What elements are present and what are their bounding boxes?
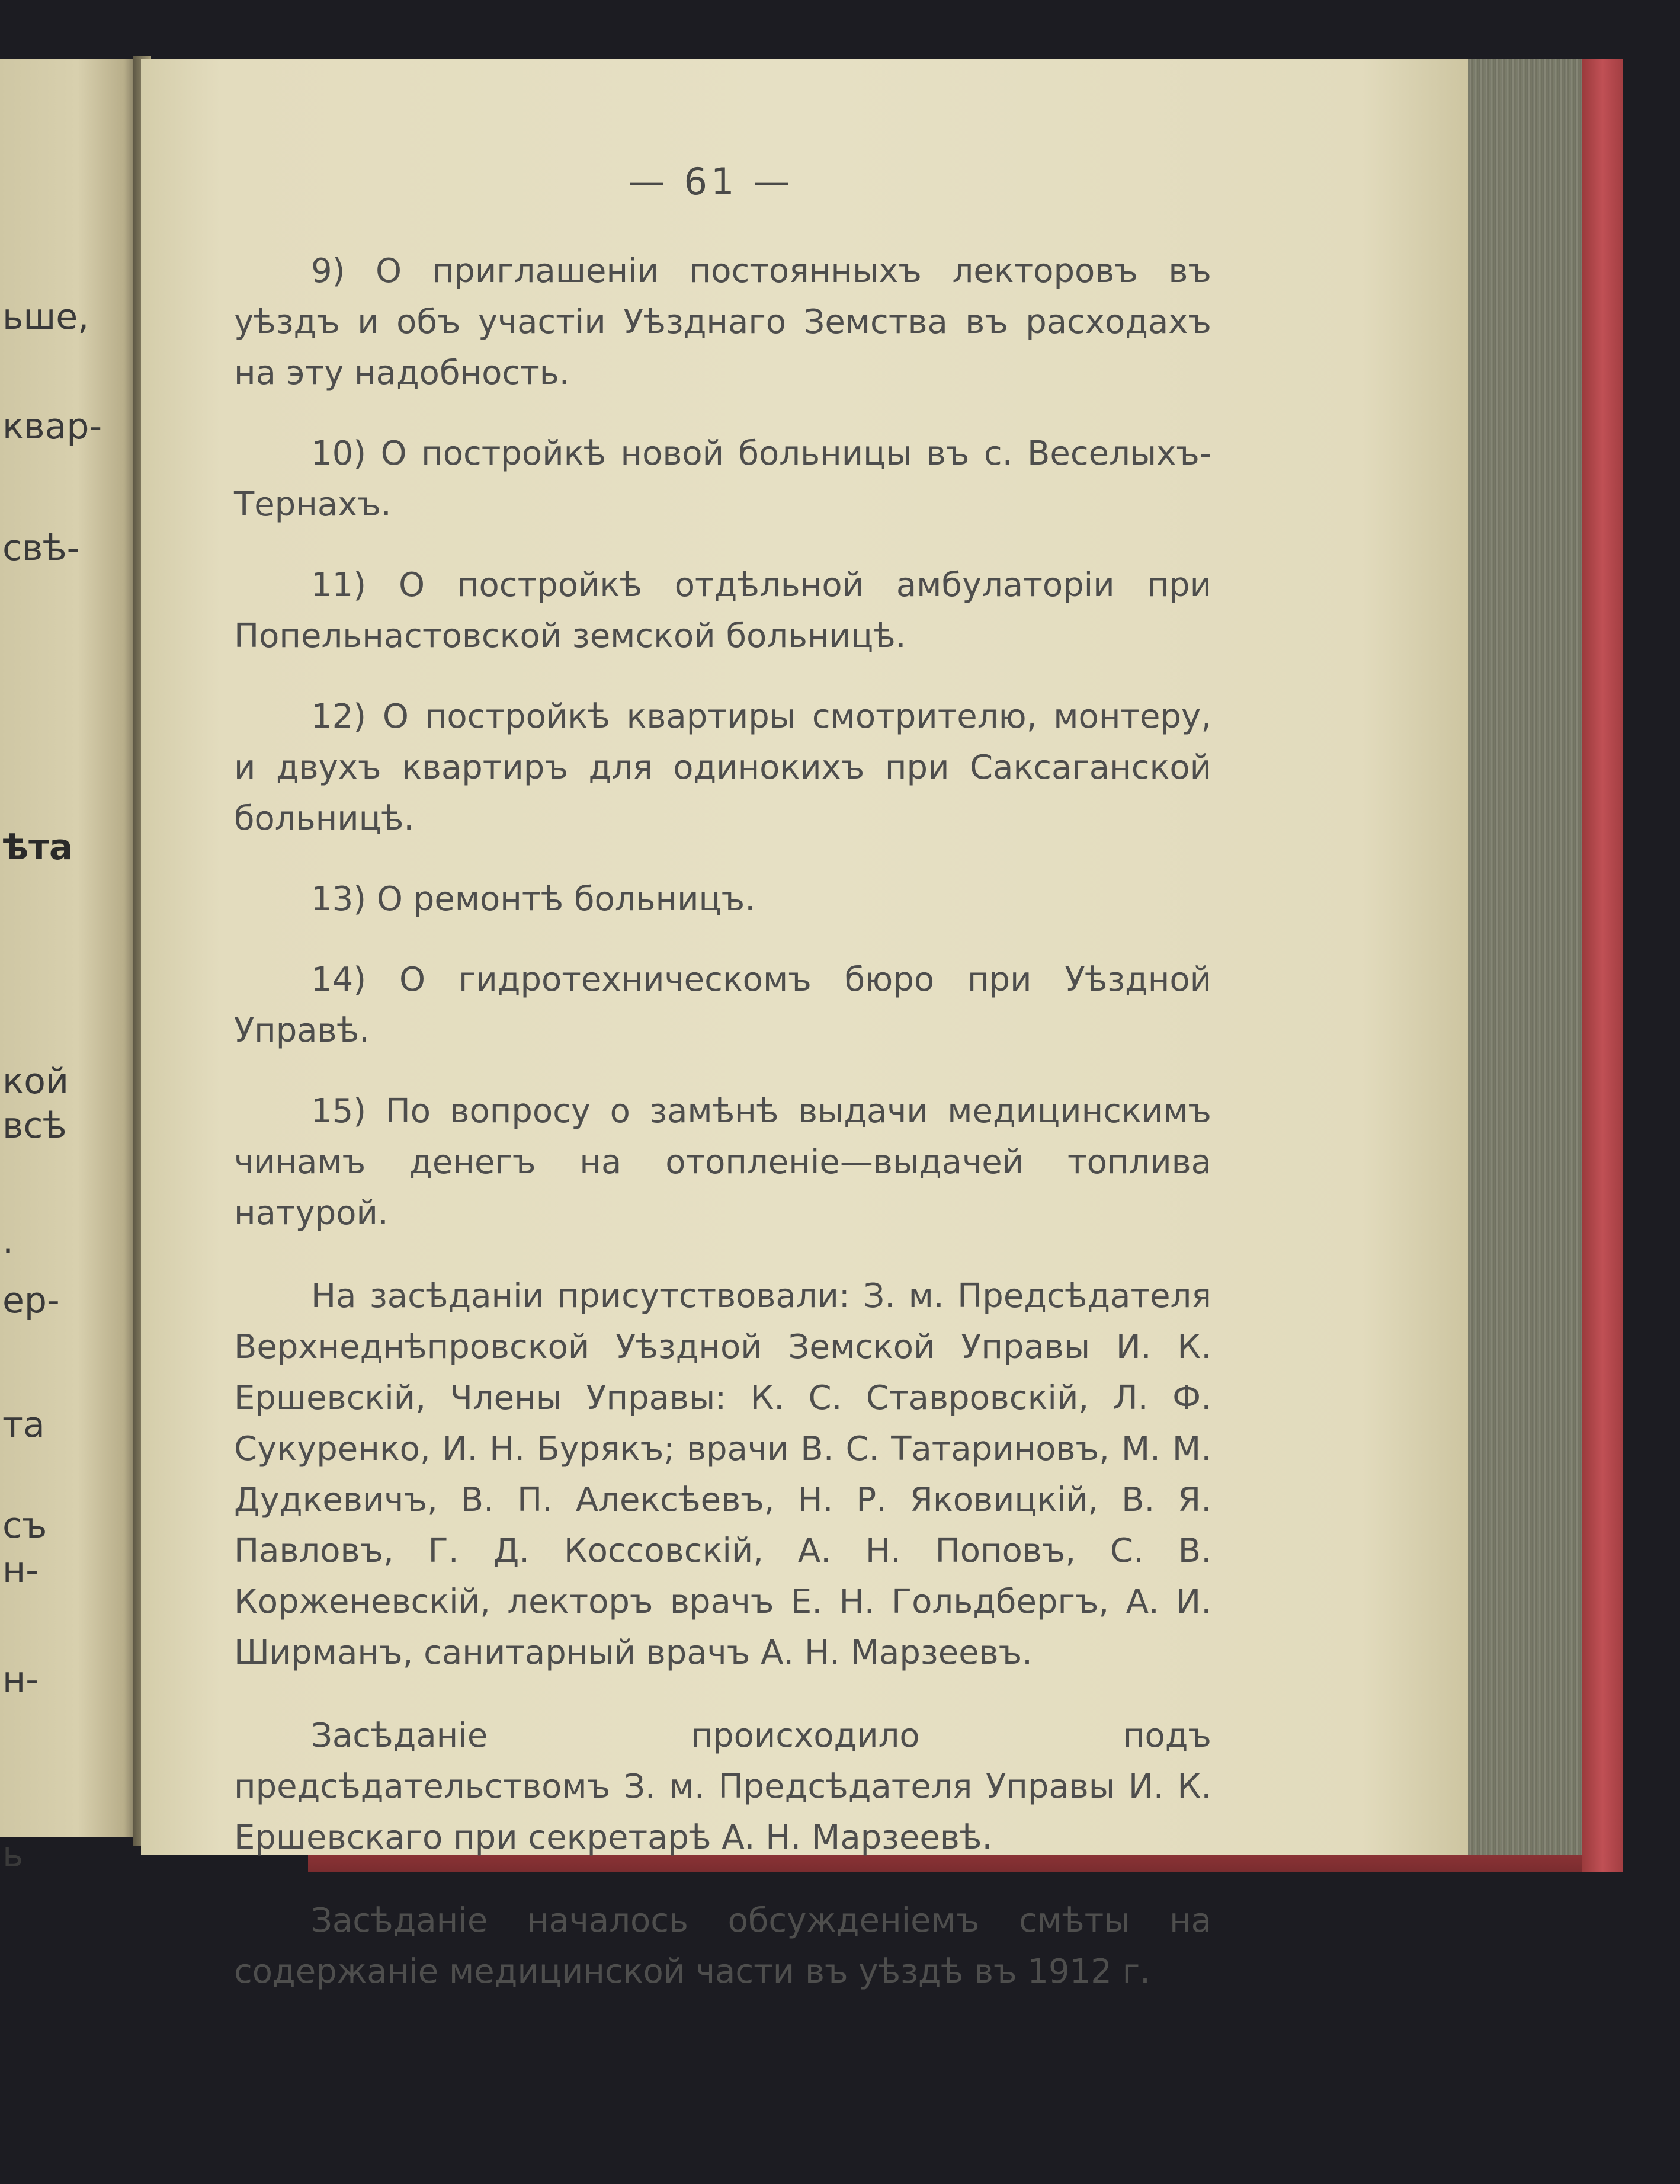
left-page-fragment: н- (2, 1659, 39, 1701)
agenda-item-14: 14) О гидротехническомъ бюро при Уѣздной Управѣ. (234, 960, 1211, 1050)
page-number: — 61 — (628, 160, 794, 203)
left-page-fragment: ьше, (2, 296, 89, 338)
agenda-item-15: 15) По вопросу о замѣнѣ выдачи медицинскимъ чинамъ денегъ на отопленіе—выдачей топлива натурой. (234, 1092, 1211, 1232)
agenda-item-9: 9) О приглашеніи постоянныхъ лекторовъ въ уѣздъ и объ участіи Уѣзднаго Земства въ расходахъ на эту надобность. (234, 252, 1211, 392)
agenda-item-13: 13) О ремонтѣ больницъ. (311, 880, 756, 918)
agenda-item-12: 12) О постройкѣ квартиры смотрителю, монтеру, и двухъ квартиръ для одинокихъ при Саксаганской больницѣ. (234, 697, 1211, 838)
left-page-fragment: . (2, 1221, 14, 1262)
chair-paragraph: Засѣданіе происходило подъ предсѣдательствомъ З. м. Предсѣдателя Управы И. К. Ершевскаго при секретарѣ А. Н. Марзеевѣ. (234, 1717, 1211, 1857)
left-page-fragment: та (2, 1404, 45, 1446)
left-page (0, 59, 141, 1875)
left-page-fragment: всѣ (2, 1105, 67, 1147)
opening-paragraph: Засѣданіе началось обсужденіемъ смѣты на содержаніе медицинской части въ уѣздѣ въ 1912 г. (234, 1901, 1211, 1991)
left-page-fragment: кой (2, 1061, 69, 1102)
agenda-item-11: 11) О постройкѣ отдѣльной амбулаторіи при Попельнастовской земской больницѣ. (234, 566, 1211, 655)
left-page-fragment: квар- (2, 406, 102, 447)
attendance-paragraph: На засѣданіи присутствовали: З. м. Предсѣдателя Верхнеднѣпровской Уѣздной Земской Управы И. К. Ершевскій, Члены Управы: К. С. Ставровскій, Л. Ф. Сукуренко, И. Н. Бурякъ; врачи В. С. Татариновъ, М. М. Дудкевичъ, В. П. Алексѣевъ, Н. Р. Яковицкій, В. Я. Павловъ, Г. Д. Коссовскій, А. Н. Поповъ, С. В. Корженевскій, лекторъ врачъ Е. Н. Гольдбергъ, А. И. Ширманъ, санитарный врачъ А. Н. Марзеевъ. (234, 1277, 1211, 1672)
left-page-fragment: ѣта (2, 827, 73, 868)
page-text (234, 246, 1211, 2029)
left-page-fragment: съ (2, 1505, 47, 1546)
page-edges (1463, 59, 1582, 1855)
left-page-fragment: свѣ- (2, 527, 80, 569)
left-page-fragment: н- (2, 1549, 39, 1591)
agenda-item-10: 10) О постройкѣ новой больницы въ с. Веселыхъ-Тернахъ. (234, 434, 1211, 524)
book-cover-edge (1582, 59, 1623, 1872)
left-page-fragment: ер- (2, 1280, 60, 1321)
left-page-fragment: ь (2, 1834, 24, 1875)
